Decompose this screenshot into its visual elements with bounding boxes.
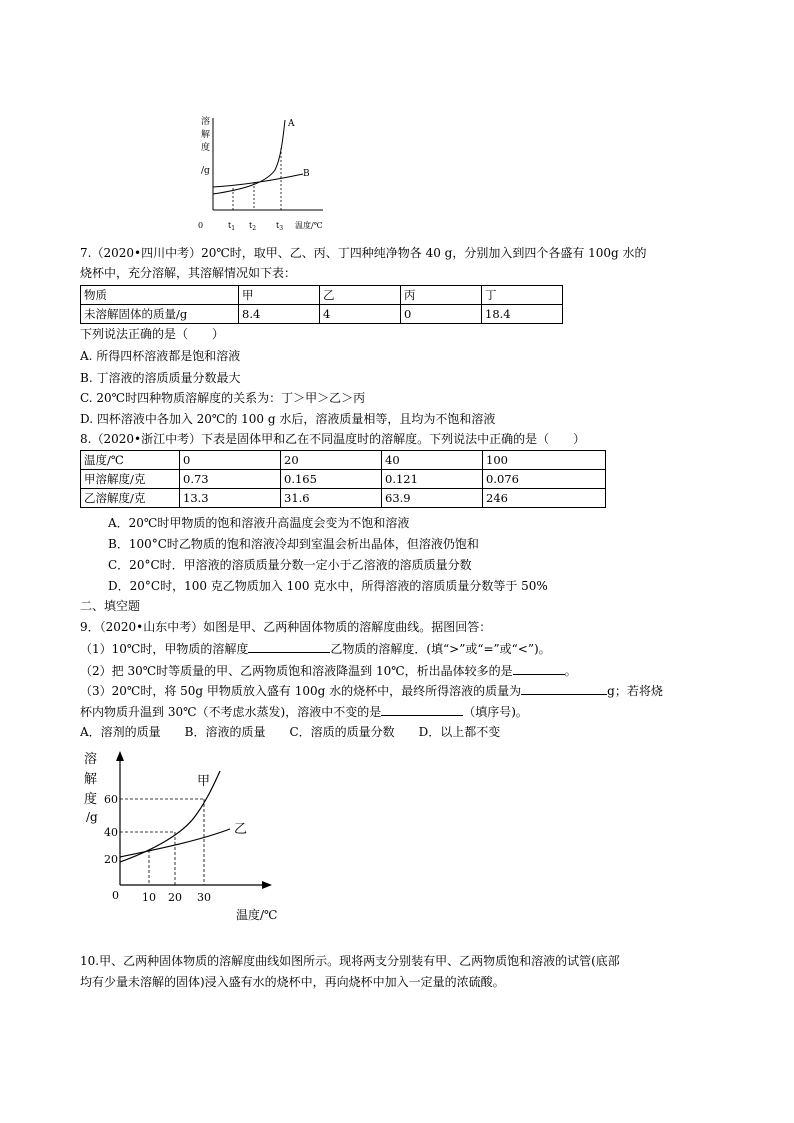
q9-blank-2[interactable] [513,662,565,675]
q8-option-d: D．20°C时，100 克乙物质加入 100 克水中，所得溶液的溶质质量分数等于 50% [108,579,548,593]
graph1-curve-b [213,174,303,187]
table-cell: 0.121 [382,470,483,489]
table-row [81,286,563,305]
q7-option-a: A. 所得四杯溶液都是饱和溶液 [80,349,241,363]
table-cell: 40 [382,451,483,470]
graph1-tick-t2: $t_2$ [249,221,257,232]
table-cell: 8.4 [239,305,320,324]
graph2-label-jia: 甲 [197,774,211,789]
table-cell: 丁 [482,286,563,305]
q8-table [80,450,606,508]
graph2-x-arrow [262,881,272,889]
table-cell: 温度/℃ [81,451,180,470]
graph2-origin: 0 [112,889,119,902]
q9-part3-text-b: g；若将烧 [607,684,663,698]
q7-option-c: C. 20℃时四种物质溶解度的关系为：丁＞甲＞乙＞丙 [80,391,366,405]
q9-blank-1[interactable] [248,640,330,653]
graph1-origin: 0 [198,221,204,230]
table-cell: 246 [483,489,606,508]
graph1-tick-t1: $t_1$ [228,221,236,232]
graph2-tick-x-10: 10 [142,891,156,904]
graph1-label-a: A [288,119,295,129]
graph1-xlabel: 温度/℃ [295,221,323,230]
table-cell: 13.3 [180,489,281,508]
table-cell: 未溶解固体的质量/g [81,305,239,324]
q9-blank-3[interactable] [521,682,607,695]
q7-table [80,285,563,324]
q9-part3-text-c: 杯内物质升温到 30℃（不考虑水蒸发)，溶液中不变的是 [80,705,382,719]
graph1-ylabel-2: 解 [201,130,211,140]
q9-part2-text-a: （2）把 30℃时等质量的甲、乙两物质饱和溶液降温到 10℃，析出晶体较多的是 [80,664,513,678]
q9-part2 [80,662,577,679]
graph1-ylabel-3: 度 [201,143,211,153]
table-cell: 甲溶解度/克 [81,470,180,489]
table-row [81,305,563,324]
table-cell: 甲 [239,286,320,305]
graph2-ylabel-3: 度 [84,792,98,807]
q10-line2: 均有少量未溶解的固体)浸入盛有水的烧杯中，再向烧杯中加入一定量的浓硫酸。 [80,975,505,989]
q7-stem-line1: 7.（2020•四川中考）20℃时，取甲、乙、丙、丁四种纯净物各 40 g，分别加入到四个各盛有 100g 水的 [80,246,647,260]
graph2-ylabel-4: /g [86,810,98,824]
table-cell: 63.9 [382,489,483,508]
table-cell: 18.4 [482,305,563,324]
solubility-graph-ab [195,110,345,235]
table-cell: 丙 [401,286,482,305]
table-cell: 4 [320,305,401,324]
table-cell: 0.73 [180,470,281,489]
graph1-tick-t3: $t_3$ [276,221,284,232]
q9-part3-cont [80,703,528,720]
graph2-label-yi: 乙 [234,822,248,837]
q7-stem-line2: 烧杯中，充分溶解，其溶解情况如下表： [80,266,297,280]
table-row [81,451,606,470]
graph2-tick-x-20: 20 [168,891,182,904]
table-row [81,470,606,489]
table-cell: 20 [281,451,382,470]
q9-part1-text-b: 乙物质的溶解度．(填“>”或“=”或“<”)。 [330,642,551,656]
q7-option-d: D. 四杯溶液中各加入 20℃的 100 g 水后，溶液质量相等，且均为不饱和溶液 [80,412,496,426]
graph1-ylabel-1: 溶 [201,117,211,127]
q8-stem: 8.（2020•浙江中考）下表是固体甲和乙在不同温度时的溶解度。下列说法中正确的是（ ） [80,432,586,446]
q9-part2-text-b: 。 [564,664,577,678]
table-cell: 100 [483,451,606,470]
q8-option-c: C．20°C时．甲溶液的溶质质量分数一定小于乙溶液的溶质质量分数 [108,558,472,572]
q9-blank-4[interactable] [381,703,463,716]
q8-option-a: A．20℃时甲物质的饱和溶液升高温度会变为不饱和溶液 [108,516,410,530]
table-cell: 0 [180,451,281,470]
graph2-tick-y-40: 40 [104,826,118,839]
q9-part3-text-d: （填序号)。 [463,705,528,719]
q7-prompt: 下列说法正确的是（ ） [80,327,225,341]
table-cell: 31.6 [281,489,382,508]
q10-line1: 10.甲、乙两种固体物质的溶解度曲线如图所示。现将两支分别装有甲、乙两物质饱和溶液的试管(底部 [80,954,620,968]
table-cell: 0.165 [281,470,382,489]
q9-options: A．溶剂的质量 B．溶液的质量 C．溶质的质量分数 D．以上都不变 [80,725,501,739]
q9-part3 [80,682,663,699]
graph2-tick-y-20: 20 [104,853,118,866]
q9-part3-text-a: （3）20℃时，将 50g 甲物质放入盛有 100g 水的烧杯中，最终所得溶液的质量为 [80,684,522,698]
table-row [81,489,606,508]
graph2-y-arrow [116,751,124,761]
q9-stem: 9．（2020•山东中考）如图是甲、乙两种固体物质的溶解度曲线。据图回答： [80,620,492,634]
graph2-ylabel-1: 溶 [84,752,98,767]
graph2-tick-x-30: 30 [197,891,211,904]
q7-option-b: B. 丁溶液的溶质质量分数最大 [80,371,241,385]
graph1-label-b: B [303,169,310,179]
graph2-tick-y-60: 60 [104,793,118,806]
table-cell: 乙 [320,286,401,305]
table-cell: 0 [401,305,482,324]
table-cell: 物质 [81,286,239,305]
graph2-xlabel: 温度/℃ [236,908,278,922]
table-cell: 0.076 [483,470,606,489]
table-cell: 乙溶解度/克 [81,489,180,508]
section-title: 二、填空题 [80,599,141,613]
graph1-curve-a [213,120,285,194]
q8-option-b: B．100°C时乙物质的饱和溶液冷却到室温会析出晶体，但溶液仍饱和 [108,537,479,551]
q9-part1 [80,640,551,657]
graph2-ylabel-2: 解 [84,772,98,787]
graph1-ylabel-4: /g [201,166,210,176]
solubility-graph-jia-yi [78,745,298,925]
q9-part1-text-a: （1）10℃时，甲物质的溶解度 [80,642,249,656]
